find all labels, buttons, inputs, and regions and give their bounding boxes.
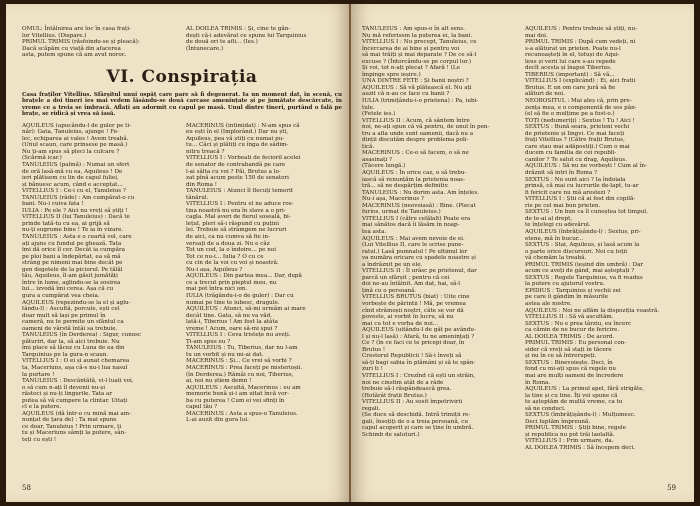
- text-line: între în lume, aglindu-se la sosirea: [22, 279, 121, 286]
- text-line: VITELLIUS BRUTUS (biat) : Uite cine: [362, 294, 470, 301]
- text-line: PRIMUL TRIMIS (răsfoindu-se și pleacă):: [22, 39, 140, 46]
- text-line: iască să renunțăm la prietenia noas-: [362, 176, 466, 183]
- text-line: tina noastră nu era în slave a o pri-: [186, 207, 286, 214]
- chapter-title: VI. Conspirația: [106, 66, 258, 87]
- text-line: gali, însoțiți de o a treia persoană, cu: [362, 418, 468, 425]
- text-line: Tot un cod, la o îndoire... pe noi: [186, 247, 277, 254]
- text-line: Nu-i așa, Aquileus ?: [186, 266, 243, 273]
- text-line: cînd strămoșii noștri, câte se vor dă: [362, 307, 464, 314]
- text-line: VITELLIUS II : Au sosit împotrivirii: [362, 399, 463, 406]
- text-line: Brutus. E un om care jură să fie: [525, 84, 616, 91]
- text-line: decât tine. Gata, să nu va văd.: [186, 312, 272, 319]
- text-line: te așteptăm de multă vreme, ca tu: [525, 399, 623, 406]
- text-line: îmi place să lăcez cu Luna de ea din: [22, 345, 125, 352]
- text-line: cagla. Mal averi de fierul soseală, bi-: [186, 214, 291, 221]
- text-line: TIBERIUS (important) : Să vă...: [525, 71, 615, 78]
- text-line: VITELLIUS II : Să vă ascultăm.: [525, 314, 614, 321]
- text-line: pe ploi bani a îndepărtat, ea să mă: [22, 253, 121, 260]
- text-line: memorie bună și-i am uitat încă vor-: [186, 391, 290, 398]
- text-line: împinge spre ieșire.): [362, 71, 421, 78]
- right-column-2: [525, 26, 680, 452]
- text-line: AQUILEUS : Să nu ne vorbești ! Cum al în-: [525, 163, 647, 170]
- left-page: [6, 4, 350, 502]
- text-line: fond cu mi-ați spus că regele nu: [525, 366, 616, 373]
- text-line: AQUILEUS : În orice caz, o să trebu-: [362, 170, 467, 177]
- text-line: Deci luptăm împreună.: [525, 418, 591, 425]
- text-line: Ți-am spus eu ?: [186, 338, 231, 345]
- text-line: SEXTUS : Regele Tarquinius, va fi readus: [525, 274, 643, 281]
- text-line: vorbește de părintii ! Mă, pe vremea: [362, 300, 466, 307]
- left-top-columns: [22, 26, 342, 59]
- text-line: asta, putem spune că am avut noroc.: [22, 52, 127, 59]
- text-line: AL DOILEA TRIMIS : Și, cine te găn-: [186, 26, 291, 32]
- text-line: leus și verii lui care s-au repede: [525, 58, 616, 65]
- text-line: gen degetele de la piciorul. Pe tălăl: [22, 266, 123, 273]
- text-line: asasinați ?: [362, 156, 392, 163]
- text-line: lei. Trebuie să strâmgem ne lucruri: [186, 227, 287, 234]
- text-line: TANULEIUS (în Derderea) : Sigur, cunosc: [22, 332, 142, 339]
- text-line: AQUILEUS : Atunci, să-mi urmăm ai mare: [186, 306, 306, 313]
- text-line: TANULEIUS : Am spus-o în alt sens.: [362, 26, 465, 32]
- text-line: să-ți bagi sabia în plămâni și să te spân-: [362, 359, 476, 366]
- text-line: cu cin de la voi cu voi și noastră.: [186, 260, 279, 267]
- left-top-column-2: [186, 26, 342, 59]
- book-gutter: [349, 4, 351, 502]
- text-line: SEXTUS : Stai, Aquileus, și lasă acum la: [525, 242, 640, 249]
- text-line: și bănuesc acum, când e acceptat...: [22, 181, 123, 188]
- text-line: l-ai sâlta cu voi ? Păi, Brutus a lo-: [186, 168, 281, 175]
- text-line: tea asta.: [362, 228, 387, 235]
- text-line: doar mult să lași pe primul în: [22, 312, 106, 319]
- text-line: Tot ce nu-i... Iulia ? O cu ce: [186, 253, 264, 260]
- text-line: AQUILEUS : Să vă plătească el. Nu ați: [362, 84, 472, 91]
- left-top-column-1: [22, 26, 178, 59]
- text-line: eu ești în el (Implorând.) Dar nu ști,: [186, 129, 289, 136]
- text-line: capul acoperit și care se ține în umbră.: [362, 425, 474, 432]
- text-line: astea ale nostre.: [525, 300, 572, 307]
- text-line: mai cu tot e vorba de noi...: [362, 320, 439, 327]
- text-line: lată-i, Tiberius ! Am fost la atâta: [186, 319, 278, 326]
- text-line: de două ori te afli... (Ies.): [186, 39, 258, 46]
- text-line: tru a afla unde sunt oamenii, dacă nu a: [362, 130, 474, 137]
- text-line: Nu ți-am spus să pleci la culcare ?: [22, 148, 120, 155]
- text-line: noi, ne-ați spun că vă pentru, de unul în pen-: [362, 124, 490, 131]
- text-line: te înțelegi cu adevărul.: [525, 222, 591, 229]
- text-line: putea să vă cumpere la clintar. Uitați: [22, 397, 128, 404]
- text-line: țină cu o persoană.: [362, 287, 417, 294]
- text-line: decît acesta și înapoi Tiberius.: [525, 65, 612, 72]
- text-line: și republica nu pot trăi laolaltă.: [525, 431, 615, 438]
- text-line: (Scărmă icar.): [22, 155, 62, 162]
- text-line: PRIMUL TRIMIS : Știți bine, regele: [525, 425, 626, 432]
- text-line: VITELLIUS I (către celălalt) Poate era: [362, 215, 471, 222]
- text-line: mai doi.: [525, 32, 548, 39]
- text-line: vreme ! Acum, oare să-mi spui ?: [186, 325, 278, 332]
- text-line: ai, noi nu știem demn !: [186, 378, 252, 385]
- text-line: UNA DINTRE FETE : Și banii noștri ?: [362, 78, 469, 85]
- text-line: lec, echiparea ai vales ! Avem treabă.: [22, 135, 129, 142]
- text-line: capul tău ?: [186, 404, 218, 411]
- text-line: AQUILEUS : Pentru trebuie să știți, nu-: [525, 26, 637, 32]
- text-line: și nu în ce să întrerupeți.: [525, 353, 597, 360]
- text-line: de prietenie și lingvi. Ce mai faceți: [525, 130, 625, 137]
- text-line: de oră lasă-mă cu ea, Aquileus ! De: [22, 168, 123, 175]
- text-line: încercarea de ai bine și pentru voi: [362, 45, 460, 52]
- text-line: (Se duce să deschidă. Intră trimiții re-: [362, 412, 471, 419]
- text-line: lor Vitellius. (Dispare.): [22, 32, 87, 39]
- text-line: TANULEIUS : Descântătă, vi-l luati voi,: [22, 378, 134, 385]
- text-line: acum ce aveți de gând, mai așteptați ?: [525, 268, 635, 275]
- text-line: tău, Aquileus, îl-am găsit jumătăți: [22, 273, 118, 280]
- text-line: excuse ? (Întorcându-se pe corpul lor.): [362, 58, 472, 65]
- text-line: parcă un sfârșit ; pentru că cei: [362, 274, 450, 281]
- text-line: TOȚI (nedumeriți) : Sextus ! Tu ! Aici !: [525, 117, 635, 124]
- text-line: ta, Maceriuns, așa că-s nu-i lua nasul: [22, 364, 128, 371]
- text-line: VITELLIUS I : O ei și aunat chemarea: [22, 358, 130, 365]
- text-line: nunțat de țara de) : Ta mai spune: [22, 417, 117, 424]
- text-line: VITELLIUS II (lui Tanuleius) : Dacă te: [22, 214, 130, 221]
- text-line: năr): Gata, Tanuleius, ajunge ! Fe-: [22, 129, 119, 136]
- text-line: AQUILEUS (dă într-o cu mină mai am-: [22, 410, 131, 417]
- text-line: VITELLIUS I : Prin urmare, da.: [525, 438, 614, 445]
- text-line: AQUILEUS (înbrățișându-l) : Sextus, pri-: [525, 228, 641, 235]
- text-line: IULIA : Pe ele ? Aici nu vreți să știți !: [22, 207, 128, 214]
- text-line: (în Derderea.) Rămâi cu noi, Tiberius,: [186, 371, 294, 378]
- text-line: a îndrăznit pe un ele.: [362, 261, 423, 268]
- right-column-1: [362, 26, 517, 452]
- text-line: să ne conduci.: [525, 405, 566, 412]
- text-line: cl e la putere.: [22, 404, 62, 411]
- text-line: VITELLIUS I : Crezînd că ești un străin,: [362, 372, 476, 379]
- text-line: IULIA (trăgându-i-o de guler) : Dar cu: [186, 292, 294, 299]
- text-line: AQUILEUS (uitându-l de gât pe avându-: [362, 327, 476, 334]
- scene-intro: Casa fraților Vitellius. Sfârșitul unui ospăț care pare să fi degenerat. Ia un moment dat, în scenă, cu brațele a doi tineri ies mai vedem lăsându-se două carcase amenințate și pe jumătate descărcate, în vreme ce a treia se îmbracă. Aflați au adormit cu capul pe masă. Unul dintre tineri, purtând o fală pe brațe, se ridică și vrea să iasă.: [22, 91, 342, 118]
- text-line: o să cum n-ați îl devenii nu-și: [22, 384, 106, 391]
- text-line: ducem cu familia de cei republi-: [525, 150, 617, 157]
- text-line: TANULEIUS (râde) : Am cumpărat-o cu: [22, 194, 135, 201]
- text-line: VITELLIUS II : Îl urâsc pe prietenul, dar: [362, 268, 477, 275]
- text-line: ce doar, Tanuleius ! Prin urmare, ți: [22, 423, 122, 430]
- text-line: din Roma !: [186, 181, 217, 188]
- text-line: ratul.) Lasă pumnalul ! Pe ultimul lor: [362, 248, 468, 255]
- text-line: alături de noi.: [525, 91, 565, 98]
- text-line: SEXTUS : Un bun ca îl cunoștea tot timpul.: [525, 209, 648, 216]
- text-line: tră... să ne despărțim definitiv.: [362, 183, 449, 190]
- text-line: (Lui Vitellius II, care le scrise pune-: [362, 242, 464, 249]
- text-line: AQUILEUS : Ascultă, Macerinus : eu am: [186, 384, 301, 391]
- text-line: TANULEIUS : Nu dorim asta. Am înțeles.: [362, 189, 480, 196]
- text-line: OMUL: Întâlnirea are loc în casa frați-: [22, 26, 131, 32]
- text-line: tu un vorbit și nu mi-ai dat.: [186, 351, 264, 358]
- text-line: MACERINUS (neovoiasă) : Bine. (Plecat: [362, 202, 476, 209]
- text-line: care stau mai adăpostiți.) Cum o mai: [525, 143, 630, 150]
- text-line: de senator de contrabandă pe care: [186, 162, 286, 169]
- text-line: VITELLIUS I : Știi că ai fost din copilă-: [525, 196, 636, 203]
- text-line: (Unul scaun, care prinsese pe masă.): [22, 142, 128, 149]
- text-line: la purtare !: [22, 371, 55, 378]
- text-line: ba cu puterea ! Cum ei vei sfinți în: [186, 397, 285, 404]
- text-line: (el să fie o mulțime pe a fost-o.): [525, 111, 615, 118]
- left-column-1: [22, 123, 178, 444]
- text-line: oameni de vârstă întâi sa trebuie.: [22, 325, 118, 332]
- text-line: tică.: [362, 143, 375, 150]
- text-line: ieri plătisem cu lin de capul fuliei,: [22, 175, 119, 182]
- text-line: trebuie să-l răspândească grea.: [362, 386, 452, 393]
- text-line: IULIA (trimițându-i-o prietena) : Pa, iubi-: [362, 98, 479, 105]
- text-line: regali.: [362, 405, 381, 412]
- text-line: versați de a doua zi. Nu e căz: [186, 240, 270, 247]
- text-line: prinde tată-tu cu ea, ai grijă să: [22, 220, 110, 227]
- text-line: VITELLIUS I : Pentru el ne aduce ros-: [186, 201, 294, 208]
- text-line: PRIMUL TRIMIS : După cum vedeți, ni: [525, 39, 636, 46]
- text-line: recunoașteți în el, totuși de Aqui-: [525, 52, 620, 59]
- text-line: MACERINUS : Asta a spus-o Tanuleius.: [186, 410, 298, 417]
- text-line: furios, urmat de Tanuleius.): [362, 209, 441, 216]
- text-line: EPIDIUS : Tarquinius și vechii zei: [525, 287, 621, 294]
- text-line: (Hotărât fratii Brutus.): [362, 392, 427, 399]
- text-line: AQUILEUS : Noi ne aflăm la dispoziția voastră.: [525, 307, 660, 314]
- text-line: (Întunecare.): [186, 45, 224, 52]
- text-line: să mai trăiți și mai deparate ? De ce să-l: [362, 52, 477, 59]
- text-line: VITELLIUS I : Ceva tristețe nu aveți.: [186, 332, 291, 339]
- text-line: teți cu ești !: [22, 436, 57, 443]
- text-line: ați ajuns cu fundul pe ghează. Tata: [22, 240, 122, 247]
- text-line: AQUILEUS : Din partea mea... Dar, după: [186, 273, 302, 280]
- text-line: MACERINUS : Și... Ce vrei să vorbi ?: [186, 358, 292, 365]
- text-line: Ce ? (în ce faci ce te pricepi doar, în: [362, 340, 465, 347]
- text-line: tu și Maceriuns sâmți la putere, sân-: [22, 430, 127, 437]
- text-line: îmi dă orice îl cer. Decât ia cumpăra: [22, 247, 125, 254]
- text-line: o parte orice discursuri. Noi cu toții: [525, 248, 628, 255]
- text-line: VITELLIUS I : Ce-i cu el, Tanuleius ?: [22, 188, 126, 195]
- text-line: TANULEIUS : Asta e o ceartă vol, care: [22, 234, 132, 241]
- text-line: pe care îi gândim în măsurile: [525, 294, 609, 301]
- text-line: mai pot întra nici om.: [186, 286, 248, 293]
- text-line: Tarquinius pe la gura-n scaun.: [22, 351, 109, 358]
- text-line: păturiri, dar la, să aici trebuie. Nu: [22, 338, 120, 345]
- text-line: de aici, ca nu cumva să fie in-: [186, 234, 270, 241]
- text-line: Nu-i așa, Macerinus ?: [362, 196, 424, 203]
- text-line: etene, mă în bucur...: [525, 235, 584, 242]
- text-line: tu... Căci și plătiți cu înga de sădim-: [186, 142, 289, 149]
- text-line: tule.: [362, 104, 375, 111]
- text-line: TANULEIUS : Tu, Tiberius, dar nu l-am: [186, 345, 298, 352]
- text-line: noi ne cinstim atât de a râde: [362, 379, 444, 386]
- text-line: Nu mă referisem la puterea ei, la bani.: [362, 32, 473, 39]
- text-line: lui... izvodă îmi cerea. Așa că cu: [22, 286, 114, 293]
- text-line: drăznit să intri în Roma ?: [525, 170, 597, 177]
- text-line: MACERINUS : Prea faceți pe misterioșii.: [186, 364, 303, 371]
- text-line: SEXTUS : Nu e prea târziu, eu încerc: [525, 320, 632, 327]
- text-line: VITELLIUS I : Nu precept, Tanuleius, ce: [362, 39, 477, 46]
- right-columns: [362, 26, 680, 452]
- text-line: AL DOILEA TRIMIS : Să începem deci.: [525, 445, 636, 451]
- text-line: TANULEIUS : Atunci îl flecuți temerit: [186, 188, 293, 195]
- text-line: va număra oricare cu spadele noastre și: [362, 255, 476, 262]
- text-line: cameră, nu te permite un sfântul ca: [22, 319, 124, 326]
- text-line: SEXTUS : Binevoiește. Deci, în: [525, 359, 613, 366]
- text-line: gura a cumpărat vea cheia.: [22, 292, 100, 299]
- text-line: Aquileus, pea vă știți cu numai pu-: [186, 135, 285, 142]
- text-line: lețul, pleri să-i răspund cu puțini: [186, 220, 280, 227]
- text-line: ce a trecut prin pieptul meu, nu: [186, 279, 277, 286]
- text-line: mai sănătos dacă îi lăsăm în noap-: [362, 222, 460, 229]
- text-line: dești că-i adevărat ce spune lui Tarquinius: [186, 32, 307, 39]
- text-line: Brutus !: [362, 346, 386, 353]
- text-line: la tine și cu tine. Îți voi spune că: [525, 392, 618, 399]
- text-line: PRIMUL TRIMIS : Eu personal con-: [525, 340, 627, 347]
- text-line: canilor ? Te salut cu drag, Aquileus.: [525, 156, 627, 163]
- text-line: MACERINUS : Ce-o să facem, o să ne: [362, 150, 469, 157]
- text-line: poveste, ai vorbit în lucru, să nu: [362, 314, 454, 321]
- text-line: sider că vreți să stați în tăcere: [525, 346, 612, 353]
- left-column-2: [186, 123, 342, 444]
- text-line: răstoci și nu-ți lingurile. Tata ar: [22, 391, 113, 398]
- text-line: NEOBOSITUL : Mai aleș că, prin pre-: [525, 98, 632, 105]
- text-line: strâng pe nimeni mai bine decât pe: [22, 260, 123, 267]
- text-line: VITELLIUS II : Acum, că sântem între: [362, 117, 470, 124]
- book-spread: [6, 4, 694, 502]
- text-line: doi ne-au întâlnit. Am dat, hai, să-l: [362, 281, 461, 288]
- text-line: frați Vitellius ? (Către frații Brutus,: [525, 137, 625, 144]
- text-line: AQUILEUS (repezindu-se la el și aglu-: [22, 299, 131, 306]
- text-line: zența mea, e o componentă de sos pân-: [525, 104, 637, 111]
- text-line: s-a alăturat un prieten. Poate nu-l: [525, 45, 621, 52]
- text-line: tându-l) : Ascultă, porcule, ești cel: [22, 306, 120, 313]
- text-line: SEXTUS : Nu sunt aici ? Ia îndoiala: [525, 176, 626, 183]
- text-line: ca cămin de ne bucur de fericire.: [525, 327, 620, 334]
- text-line: Crestorul Republicii ! Să-i înveți să: [362, 353, 462, 360]
- text-line: TANULEIUS (palmă) : Numai un sfert: [22, 162, 130, 169]
- text-line: dinții discutăm despre problema poli-: [362, 137, 469, 144]
- text-line: numai pe tine te iubesc, dragule.: [186, 299, 280, 306]
- text-line: zuri ti !: [362, 366, 383, 373]
- text-line: nu-ți sugrume bine ! Te ia în vizare.: [22, 227, 124, 234]
- text-line: AL DOILEA TRIMIS : De acord.: [525, 333, 615, 340]
- text-line: auzit că n-au ce face cu banii ?: [362, 91, 450, 98]
- text-line: SEXTUS (îmbrățișându-l) : Mulțumesc.: [525, 412, 636, 419]
- text-line: (Tăcere lungă.): [362, 163, 406, 170]
- text-line: (Fetele ies.): [362, 111, 396, 118]
- text-line: bani. Nu-i cuiva fata !: [22, 201, 84, 208]
- page-number-left: 58: [22, 484, 31, 492]
- text-line: PRIMUL TRIMIS (ieșind din umbră) : Dar: [525, 261, 644, 268]
- right-page: [350, 4, 694, 502]
- text-line: AQUILEUS : Mai avem nevoie de ei.: [362, 235, 465, 242]
- text-line: VITELLIUS I : Vorbeati de fecioril acelei: [186, 155, 301, 162]
- text-line: la putere cu ajutorul vostru.: [525, 281, 605, 288]
- text-line: MACERINUS (intimidat) : N-am spus că: [186, 122, 300, 129]
- text-line: în Roma.: [525, 379, 551, 386]
- left-columns: [22, 123, 342, 444]
- text-line: Schimb de saluturi.): [362, 431, 420, 438]
- text-line: zat pînă acum peste 150 de senatori: [186, 175, 289, 182]
- text-line: prinsă, că mai cu lucrurile de-lapt, tu-ar: [525, 183, 639, 190]
- text-line: de te-ai al drept,: [525, 215, 573, 222]
- text-line: Dacă scăpăm cu viață din afacerea: [22, 45, 121, 52]
- text-line: L-ai auzit din gura lui.: [186, 417, 249, 424]
- text-line: SEXTUS : Bună seara, prieteni vechi: [525, 124, 630, 131]
- text-line: vă chemăm la treabă.: [525, 255, 587, 262]
- text-line: tânărul.: [186, 194, 209, 201]
- page-number-right: 59: [667, 484, 676, 492]
- text-line: fi fericit care nu mă arestezi ?: [525, 189, 611, 196]
- text-line: l și nu-l lasă) : Afară, tu ne amenințați ?: [362, 333, 475, 340]
- text-line: AQUILEUS : La primul apel, fără strigăte,: [525, 386, 645, 393]
- text-line: AQUILEUS (apucându-l de guler pe ti-: [22, 122, 132, 129]
- text-line: Și voi, tot n-ați plecat ? Afară ! (Le: [362, 65, 460, 72]
- text-line: rie pe cel mai bun prieten.: [525, 202, 601, 209]
- text-line: VITELLIUS I (explicând) : Ei, aici fratii: [525, 78, 636, 85]
- text-line: mai are mulți oameni de încredere: [525, 372, 624, 379]
- text-line: nitru treacă ?: [186, 148, 225, 155]
